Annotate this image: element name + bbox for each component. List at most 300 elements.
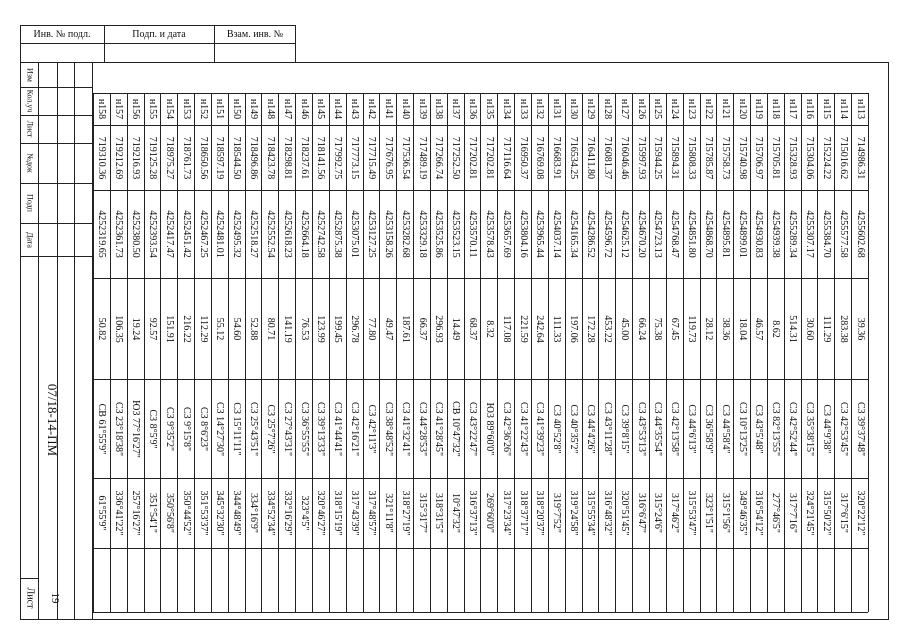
cell-point-id: н113: [854, 99, 866, 119]
cell-coord-y: 4253804.16: [517, 210, 529, 258]
cell-azimuth: 332°16'29": [281, 490, 293, 536]
cell-coord-x: 717252.50: [450, 136, 462, 179]
cell-length: 197.06: [568, 314, 580, 343]
cell-point-id: н138: [433, 98, 445, 120]
cell-rumb: СЗ 44°28'53": [416, 401, 428, 456]
cell-azimuth: 324°21'45": [804, 490, 816, 536]
table-grid-line: [598, 93, 599, 612]
cell-point-id: н157: [113, 98, 125, 120]
table-grid-line: [93, 612, 868, 613]
cell-point-id: н119: [753, 99, 765, 119]
cell-length: 67.45: [669, 317, 681, 340]
cell-point-id: н117: [787, 99, 799, 119]
cell-length: 117.08: [500, 314, 512, 343]
side-label-kol-uch: Кол.уч: [25, 89, 35, 113]
cell-azimuth: 320°22'12": [854, 490, 866, 536]
cell-point-id: н147: [281, 98, 293, 120]
cell-azimuth: 318°37'17": [517, 490, 529, 536]
cell-coord-x: 717773.15: [349, 136, 361, 179]
side-label-izm: Изм: [25, 68, 35, 82]
table-grid-line: [851, 93, 852, 612]
cell-coord-x: 718544.50: [231, 136, 243, 179]
cell-point-id: н123: [686, 98, 698, 120]
sheet-number: 19: [49, 592, 61, 604]
cell-length: 111.29: [820, 315, 832, 342]
cell-rumb: СЗ 40°35'2": [568, 403, 580, 454]
cell-point-id: н122: [702, 98, 714, 120]
table-grid-line: [93, 93, 94, 612]
cell-point-id: н118: [770, 99, 782, 119]
cell-point-id: н126: [635, 98, 647, 120]
cell-coord-y: 4254768.47: [669, 210, 681, 258]
cell-length: 50.82: [96, 317, 108, 340]
cell-rumb: СЗ 41°39'23": [534, 401, 546, 456]
cell-coord-y: 4254868.70: [702, 210, 714, 258]
table-grid-line: [312, 93, 313, 612]
cell-length: 172.28: [585, 314, 596, 343]
table-grid-line: [177, 93, 178, 612]
cell-azimuth: 344°48'49": [231, 490, 243, 536]
cell-azimuth: 319°7'52": [551, 493, 563, 533]
cell-length: 18.04: [736, 317, 748, 340]
cell-length: 66.24: [635, 317, 647, 340]
cell-length: 453.22: [601, 314, 613, 343]
cell-coord-y: 4252875.38: [332, 210, 344, 258]
cell-coord-y: 4254895.81: [719, 210, 731, 258]
stamp-inv-podl: Инв. № подл.: [33, 29, 91, 40]
cell-coord-y: 4255289.34: [787, 210, 799, 258]
cell-coord-y: 4253282.68: [399, 210, 411, 258]
table-grid-line: [801, 93, 802, 612]
cell-length: 8.32: [483, 319, 495, 338]
table-grid-line: [396, 93, 397, 612]
cell-coord-x: 714986.31: [854, 136, 866, 179]
cell-coord-x: 715785.87: [702, 136, 714, 179]
cell-coord-x: 715304.06: [804, 136, 816, 179]
cell-coord-x: 715740.98: [736, 136, 748, 179]
cell-coord-x: 715224.22: [820, 136, 832, 179]
table-grid-line: [514, 93, 515, 612]
table-grid-line: [93, 93, 868, 94]
cell-rumb: СЗ 39°37'48": [854, 401, 866, 456]
table-grid-line: [93, 548, 868, 549]
cell-azimuth: 345°32'30": [214, 490, 226, 536]
cell-point-id: н146: [298, 98, 310, 120]
cell-azimuth: 315°1'56": [719, 493, 731, 533]
cell-rumb: СЗ 27°43'31": [281, 401, 293, 456]
cell-point-id: н114: [837, 99, 849, 119]
cell-rumb: СЗ 36°55'55": [298, 401, 310, 456]
cell-coord-y: 4254723.13: [652, 210, 664, 258]
cell-coord-y: 4254930.83: [753, 210, 765, 258]
cell-point-id: н132: [534, 98, 546, 120]
cell-length: 8.62: [770, 319, 782, 338]
side-label-data: Дата: [25, 232, 35, 248]
table-grid-line: [93, 190, 868, 191]
cell-rumb: СЗ 43°5'48": [753, 403, 765, 454]
table-grid-line: [245, 93, 246, 612]
cell-point-id: н148: [264, 98, 276, 120]
table-grid-line: [480, 93, 481, 612]
cell-coord-y: 4254851.80: [686, 210, 698, 258]
cell-coord-x: 716411.80: [585, 136, 596, 179]
cell-coord-y: 4252518.27: [248, 210, 260, 258]
cell-point-id: н142: [365, 98, 377, 120]
cell-length: 151.91: [163, 314, 175, 343]
cell-point-id: н152: [197, 98, 209, 120]
table-grid-line: [531, 93, 532, 612]
cell-coord-x: 718496.86: [248, 136, 260, 179]
cell-coord-x: 719216.93: [130, 136, 142, 179]
table-grid-line: [93, 278, 868, 279]
cell-coord-x: 718141.56: [315, 136, 327, 179]
table-grid-line: [497, 93, 498, 612]
cell-rumb: ЮЗ 89°60'0": [483, 402, 495, 455]
cell-rumb: СЗ 15°11'11": [231, 401, 243, 456]
cell-length: 52.88: [248, 317, 260, 340]
cell-length: 46.57: [753, 317, 765, 340]
cell-point-id: н130: [568, 98, 580, 120]
cell-point-id: н151: [214, 98, 226, 120]
cell-coord-x: 718423.78: [264, 136, 276, 179]
cell-azimuth: 351°53'37": [197, 490, 209, 536]
cell-coord-y: 4255307.17: [804, 210, 816, 258]
cell-length: 141.19: [281, 314, 293, 343]
cell-coord-x: 719212.69: [113, 136, 125, 179]
cell-rumb: СВ 10°47'32": [450, 400, 462, 457]
cell-point-id: н155: [146, 98, 158, 120]
cell-coord-x: 719310.36: [96, 136, 108, 179]
cell-point-id: н156: [130, 98, 142, 120]
cell-azimuth: 317°46'2": [669, 493, 681, 533]
table-grid-line: [632, 93, 633, 612]
cell-coord-x: 718761.73: [180, 136, 192, 179]
cell-coord-y: 4254165.34: [568, 210, 580, 258]
table-grid-line: [666, 93, 667, 612]
cell-rumb: СЗ 41°44'41": [332, 401, 344, 456]
table-grid-line: [750, 93, 751, 612]
cell-coord-x: 716046.46: [618, 136, 630, 179]
cell-coord-y: 4254037.14: [551, 210, 563, 258]
cell-point-id: н145: [315, 98, 327, 120]
cell-azimuth: 316°48'32": [601, 490, 613, 536]
cell-coord-y: 4254625.12: [618, 210, 630, 258]
cell-point-id: н134: [500, 98, 512, 120]
cell-coord-y: 4255577.58: [837, 210, 849, 258]
cell-coord-y: 4253578.43: [483, 210, 495, 258]
cell-azimuth: 269°60'0": [483, 493, 495, 533]
cell-length: 92.57: [146, 317, 158, 340]
cell-coord-y: 4254670.20: [635, 210, 647, 258]
cell-length: 221.59: [517, 314, 529, 343]
cell-point-id: н149: [248, 98, 260, 120]
cell-point-id: н133: [517, 98, 529, 120]
cell-coord-x: 717202.81: [467, 136, 479, 179]
cell-rumb: СЗ 9°15'8": [180, 406, 192, 451]
cell-azimuth: 315°53'47": [686, 490, 698, 536]
cell-rumb: СВ 61°55'9": [96, 403, 108, 454]
cell-coord-y: 4252417.47: [163, 210, 175, 258]
cell-coord-x: 715808.33: [686, 136, 698, 179]
cell-length: 106.35: [113, 314, 125, 343]
cell-length: 296.93: [433, 314, 445, 343]
cell-rumb: СЗ 43°22'47": [467, 401, 479, 456]
cell-azimuth: 257°16'27": [130, 490, 142, 536]
stamp-podp-data: Подп. и дата: [132, 29, 186, 40]
cell-coord-y: 4253075.01: [349, 210, 361, 258]
cell-length: 30.60: [804, 317, 816, 340]
cell-coord-x: 718650.56: [197, 136, 209, 179]
cell-point-id: н139: [416, 98, 428, 120]
cell-point-id: н140: [399, 98, 411, 120]
cell-rumb: СЗ 42°13'58": [669, 401, 681, 456]
cell-point-id: н127: [618, 98, 630, 120]
table-grid-line: [413, 93, 414, 612]
cell-length: 39.36: [854, 317, 866, 340]
cell-point-id: н154: [163, 98, 175, 120]
drawing-code: 07/18-14-ПМ: [45, 383, 60, 457]
cell-coord-y: 4255602.68: [854, 210, 866, 258]
table-grid-line: [615, 93, 616, 612]
cell-length: 296.78: [349, 314, 361, 343]
cell-length: 45.00: [618, 317, 630, 340]
cell-length: 111.33: [551, 315, 563, 342]
table-grid-line: [346, 93, 347, 612]
cell-length: 119.73: [686, 314, 698, 343]
table-grid-line: [683, 93, 684, 612]
cell-point-id: н125: [652, 98, 664, 120]
cell-length: 283.38: [837, 314, 849, 343]
cell-coord-y: 4252451.42: [180, 210, 192, 258]
cell-coord-x: 717992.75: [332, 136, 344, 179]
table-grid-line: [582, 93, 583, 612]
table-grid-line: [868, 93, 869, 612]
cell-azimuth: 315°24'6": [652, 493, 664, 533]
cell-coord-x: 715706.97: [753, 136, 765, 179]
cell-coord-x: 719125.28: [146, 136, 158, 179]
cell-coord-y: 4252495.32: [231, 210, 243, 258]
cell-azimuth: 321°11'8": [382, 493, 394, 533]
table-grid-line: [817, 93, 818, 612]
cell-azimuth: 350°56'8": [163, 493, 175, 533]
cell-rumb: СЗ 44°35'54": [652, 401, 664, 456]
cell-rumb: СЗ 14°27'30": [214, 401, 226, 456]
cell-azimuth: 317°43'39": [349, 490, 361, 536]
cell-point-id: н137: [450, 98, 462, 120]
cell-length: 75.38: [652, 317, 664, 340]
cell-rumb: СЗ 41°32'41": [399, 401, 411, 456]
cell-coord-y: 4252618.23: [281, 210, 293, 258]
cell-azimuth: 334°16'9": [248, 493, 260, 533]
cell-azimuth: 323°4'5": [298, 495, 310, 531]
cell-length: 187.61: [399, 314, 411, 343]
cell-point-id: н124: [669, 98, 681, 120]
cell-azimuth: 317°23'34": [500, 490, 512, 536]
cell-coord-y: 4253329.18: [416, 210, 428, 258]
cell-azimuth: 320°51'45": [618, 490, 630, 536]
table-grid-line: [834, 93, 835, 612]
cell-rumb: СЗ 10°13'25": [736, 401, 748, 456]
table-grid-line: [127, 93, 128, 612]
cell-length: 242.64: [534, 314, 546, 343]
cell-azimuth: 318°20'37": [534, 490, 546, 536]
table-grid-line: [93, 478, 868, 479]
cell-coord-y: 4252481.01: [214, 210, 226, 258]
table-grid-line: [194, 93, 195, 612]
cell-coord-x: 716769.08: [534, 136, 546, 179]
table-grid-line: [93, 379, 868, 380]
cell-rumb: СЗ 9°35'2": [163, 406, 175, 451]
side-label-podp: Подп: [25, 194, 35, 212]
cell-point-id: н150: [231, 98, 243, 120]
cell-length: 49.47: [382, 317, 394, 340]
cell-azimuth: 334°52'34": [264, 490, 276, 536]
table-grid-line: [228, 93, 229, 612]
cell-coord-y: 4252380.50: [130, 210, 142, 258]
table-grid-line: [144, 93, 145, 612]
cell-length: 66.37: [416, 317, 428, 340]
cell-length: 514.31: [787, 314, 799, 343]
cell-azimuth: 315°31'7": [416, 493, 428, 533]
cell-coord-y: 4253570.11: [467, 210, 479, 258]
table-grid-line: [565, 93, 566, 612]
cell-coord-x: 715016.62: [837, 136, 849, 179]
cell-rumb: СЗ 39°13'33": [315, 401, 327, 456]
cell-point-id: н158: [96, 98, 108, 120]
cell-coord-x: 716081.37: [601, 136, 613, 179]
cell-coord-y: 4253158.26: [382, 210, 394, 258]
cell-rumb: СЗ 23°18'38": [113, 401, 125, 456]
cell-coord-x: 715944.25: [652, 136, 664, 179]
cell-azimuth: 351°54'1": [146, 493, 158, 533]
cell-rumb: СЗ 42°52'44": [787, 401, 799, 456]
cell-coord-x: 715894.31: [669, 136, 681, 179]
cell-coord-y: 4252664.18: [298, 210, 310, 258]
cell-length: 199.45: [332, 314, 344, 343]
cell-rumb: СЗ 44°58'4": [719, 403, 731, 454]
cell-rumb: ЮЗ 77°16'27": [130, 399, 142, 458]
cell-coord-y: 4253525.86: [433, 210, 445, 258]
cell-length: 80.71: [264, 317, 276, 340]
cell-rumb: СЗ 39°8'15": [618, 403, 630, 454]
cell-length: 216.22: [180, 314, 192, 343]
cell-length: 68.37: [467, 317, 479, 340]
sheet-label: Лист: [24, 587, 36, 609]
cell-azimuth: 319°24'58": [568, 490, 580, 536]
cell-rumb: СЗ 43°53'13": [635, 401, 647, 456]
cell-coord-y: 4253523.15: [450, 210, 462, 258]
table-grid-line: [767, 93, 768, 612]
cell-rumb: СЗ 44°4'26": [585, 403, 596, 454]
cell-rumb: СЗ 42°11'3": [365, 404, 377, 453]
cell-rumb: СЗ 44°6'13": [686, 403, 698, 454]
cell-azimuth: 350°44'52": [180, 490, 192, 536]
cell-rumb: СЗ 43°11'28": [601, 401, 613, 456]
cell-length: 77.80: [365, 317, 377, 340]
cell-point-id: н128: [601, 98, 613, 120]
stamp-vzam-inv: Взам. инв. №: [226, 29, 284, 40]
cell-coord-x: 718597.19: [214, 136, 226, 179]
cell-azimuth: 320°46'27": [315, 490, 327, 536]
cell-length: 38.36: [719, 317, 731, 340]
cell-coord-x: 717489.19: [416, 136, 428, 179]
cell-coord-y: 4252361.73: [113, 210, 125, 258]
cell-rumb: СЗ 8°5'9": [146, 408, 158, 449]
cell-rumb: СЗ 42°36'26": [500, 401, 512, 456]
cell-azimuth: 316°6'47": [635, 493, 647, 533]
cell-coord-x: 717266.74: [433, 136, 445, 179]
cell-azimuth: 61°55'9": [96, 495, 108, 531]
cell-length: 55.12: [214, 317, 226, 340]
cell-rumb: СЗ 41°28'45": [433, 401, 445, 456]
cell-point-id: н116: [804, 99, 816, 119]
table-grid-line: [93, 125, 868, 126]
cell-coord-x: 717715.49: [365, 136, 377, 179]
cell-coord-x: 715997.93: [635, 136, 647, 179]
cell-coord-x: 717676.95: [382, 136, 394, 179]
cell-azimuth: 349°46'35": [736, 490, 748, 536]
cell-coord-x: 716683.91: [551, 136, 563, 179]
cell-azimuth: 317°7'16": [787, 493, 799, 533]
cell-coord-x: 717202.81: [483, 136, 495, 179]
cell-coord-x: 716950.37: [517, 136, 529, 179]
cell-point-id: н143: [349, 98, 361, 120]
table-grid-line: [379, 93, 380, 612]
cell-point-id: н135: [483, 98, 495, 120]
cell-coord-x: 718975.27: [163, 136, 175, 179]
table-grid-line: [295, 93, 296, 612]
cell-azimuth: 277°46'5": [770, 493, 782, 533]
table-grid-line: [160, 93, 161, 612]
cell-coord-x: 715705.81: [770, 136, 782, 179]
cell-rumb: СЗ 44°9'38": [820, 403, 832, 454]
cell-length: 54.60: [231, 317, 243, 340]
cell-azimuth: 317°48'57": [365, 490, 377, 536]
cell-coord-y: 4254286.52: [585, 210, 596, 258]
cell-coord-x: 717536.54: [399, 136, 411, 179]
cell-rumb: СЗ 40°52'8": [551, 403, 563, 454]
cell-coord-y: 4252319.65: [96, 210, 108, 258]
cell-length: 112.29: [197, 314, 209, 343]
cell-length: 76.53: [298, 317, 310, 340]
cell-azimuth: 316°37'13": [467, 490, 479, 536]
cell-point-id: н141: [382, 98, 394, 120]
cell-point-id: н131: [551, 98, 563, 120]
cell-rumb: СЗ 42°16'21": [349, 401, 361, 456]
cell-point-id: н115: [820, 99, 832, 119]
cell-point-id: н144: [332, 98, 344, 120]
cell-azimuth: 317°6'15": [837, 493, 849, 533]
cell-azimuth: 318°15'19": [332, 490, 344, 536]
cell-coord-x: 715328.93: [787, 136, 799, 179]
cell-azimuth: 315°50'22": [820, 490, 832, 536]
cell-coord-y: 4253965.44: [534, 210, 546, 258]
cell-point-id: н153: [180, 98, 192, 120]
cell-point-id: н136: [467, 98, 479, 120]
table-grid-line: [363, 93, 364, 612]
side-label-list: Лист: [25, 120, 35, 138]
cell-coord-y: 4252467.25: [197, 210, 209, 258]
cell-coord-x: 716534.25: [568, 136, 580, 179]
cell-azimuth: 318°31'5": [433, 493, 445, 533]
cell-point-id: н120: [736, 98, 748, 120]
table-grid-line: [548, 93, 549, 612]
cell-coord-y: 4255384.70: [820, 210, 832, 258]
cell-rumb: СЗ 82°13'55": [770, 401, 782, 456]
cell-coord-x: 715758.73: [719, 136, 731, 179]
cell-point-id: н129: [585, 98, 596, 120]
side-label-ndok: №док: [25, 153, 35, 173]
